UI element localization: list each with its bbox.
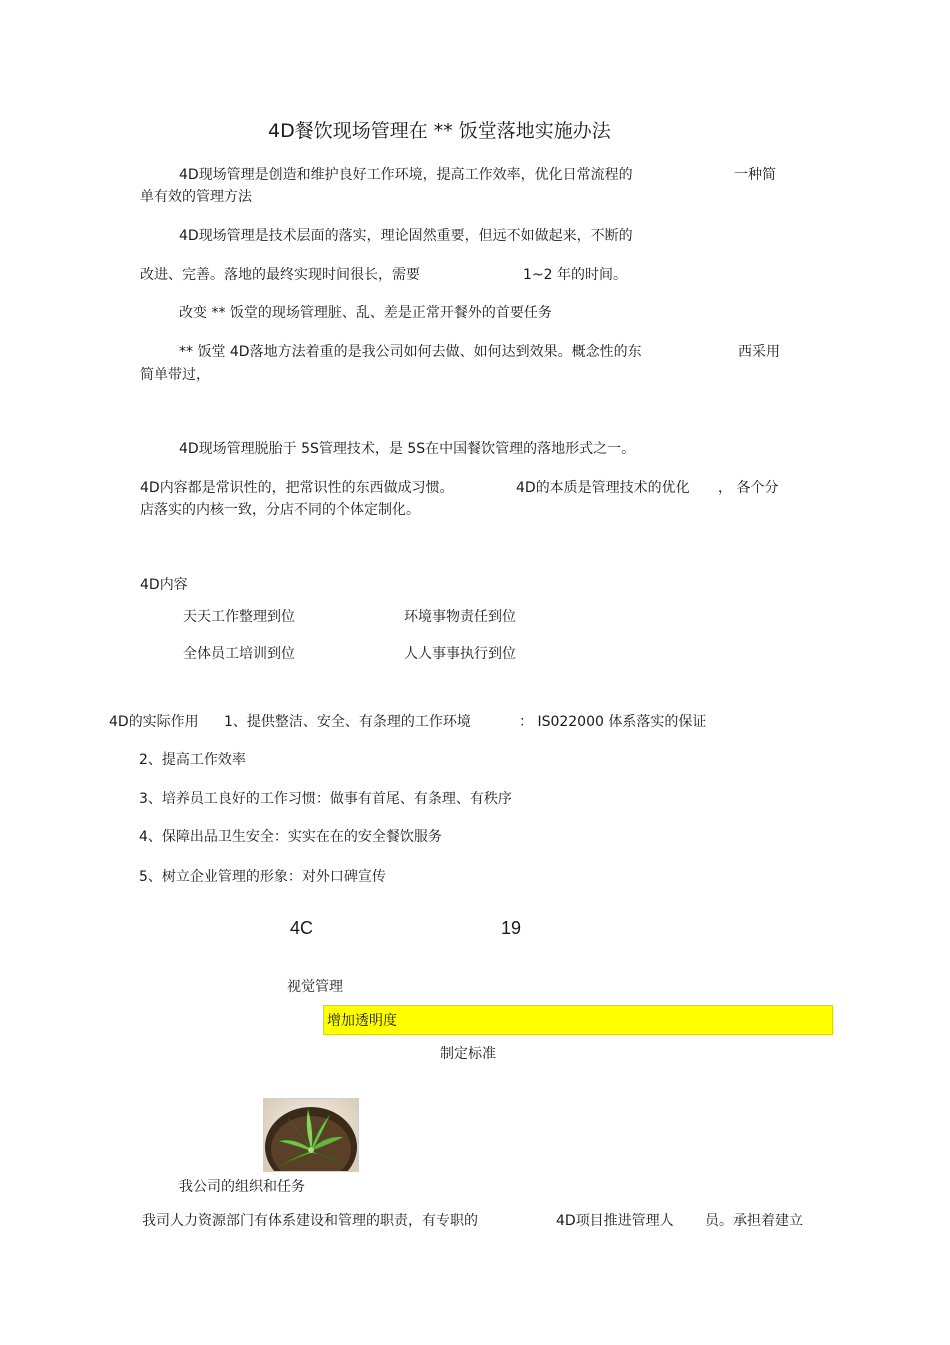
intro-p2-line1: 4D现场管理是技术层面的落实，理论固然重要，但远不如做起来，不断的 (179, 228, 633, 244)
org-heading: 我公司的组织和任务 (179, 1179, 305, 1195)
figure-visual-label: 视觉管理 (287, 979, 343, 995)
role-item-2: 2、提高工作效率 (139, 752, 246, 768)
highlight-bar (323, 1005, 833, 1035)
intro-p1-line1: 4D现场管理是创造和维护良好工作环境，提高工作效率，优化日常流程的 (179, 167, 633, 183)
intro-p1-line1-end: 一种简 (734, 167, 776, 183)
intro-p3: 改变 ** 饭堂的现场管理脏、乱、差是正常开餐外的首要任务 (179, 305, 552, 321)
origin-line2: 4D内容都是常识性的，把常识性的东西做成习惯。 (140, 480, 454, 496)
intro-p2-line2-end: 1~2 年的时间。 (523, 267, 627, 283)
origin-line2-end: ， 各个分 (718, 480, 779, 496)
content-item: 环境事物责任到位 (404, 609, 516, 625)
role-item-5: 5、树立企业管理的形象：对外口碑宣传 (139, 869, 386, 885)
content-item: 全体员工培训到位 (183, 646, 295, 662)
intro-p4-line2: 简单带过， (140, 367, 210, 383)
content-item: 天天工作整理到位 (183, 609, 295, 625)
intro-p4-line1-end: 西采用 (738, 344, 780, 360)
origin-line1: 4D现场管理脱胎于 5S管理技术，是 5S在中国餐饮管理的落地形式之一。 (179, 441, 636, 457)
content-item: 人人事事执行到位 (404, 646, 516, 662)
org-line1-end: 员。承担着建立 (705, 1213, 803, 1229)
content-heading: 4D内容 (140, 577, 188, 593)
highlight-bar-label: 增加透明度 (327, 1013, 397, 1029)
role-item-1: 1、提供整洁、安全、有条理的工作环境 (224, 714, 471, 730)
intro-p4-line1: ** 饭堂 4D落地方法着重的是我公司如何去做、如何达到效果。概念性的东 (179, 344, 642, 360)
role-item-3: 3、培养员工良好的工作习惯：做事有首尾、有条理、有秩序 (139, 791, 512, 807)
origin-line2-mid: 4D的本质是管理技术的优化 (516, 480, 690, 496)
page-title: 4D餐饮现场管理在 ** 饭堂落地实施办法 (268, 120, 611, 142)
plant-icon (264, 1099, 358, 1171)
org-line1: 我司人力资源部门有体系建设和管理的职责，有专职的 (142, 1213, 478, 1229)
role-item-4: 4、保障出品卫生安全：实实在在的安全餐饮服务 (139, 829, 442, 845)
figure-label-left: 4C (290, 918, 314, 938)
origin-line3: 店落实的内核一致，分店不同的个体定制化。 (140, 502, 420, 518)
plant-photo (263, 1098, 359, 1172)
org-line1-mid: 4D项目推进管理人 (556, 1213, 674, 1229)
intro-p2-line2: 改进、完善。落地的最终实现时间很长，需要 (140, 267, 420, 283)
roles-heading: 4D的实际作用 (109, 714, 199, 730)
figure-standard-label: 制定标准 (440, 1046, 496, 1062)
intro-p1-line2: 单有效的管理方法 (140, 189, 252, 205)
figure-label-right: 19 (501, 918, 522, 938)
role-item-1-end: ： IS022000 体系落实的保证 (519, 714, 707, 730)
